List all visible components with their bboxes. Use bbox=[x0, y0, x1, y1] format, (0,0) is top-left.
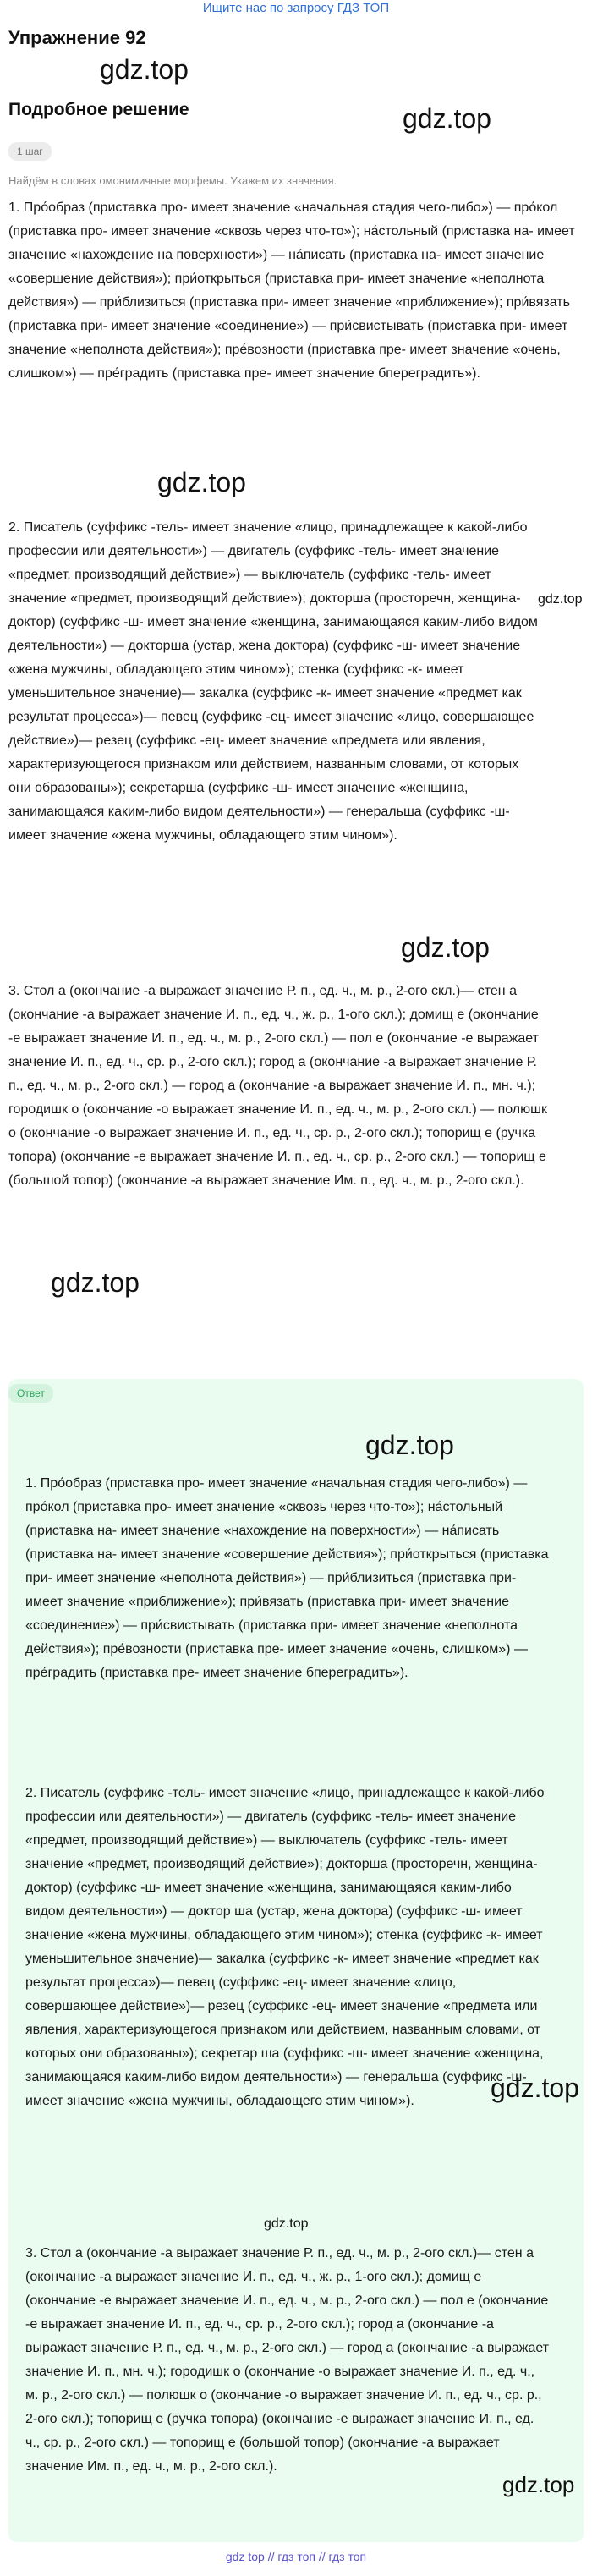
watermark: gdz.top bbox=[491, 2073, 579, 2103]
answer-paragraph-1: 1. Про́образ (приставка про- имеет значение «начальная стадия чего-либо») — про́кол (приставка про- имеет значение «сквозь через что-то»); на́стольный (приставка на- имеет значение «нахождение на поверхности») — на́писать (приставка на- имеет значение «совершение действия»); при́открыться (приставка при- имеет значение «неполнота действия») — при́близиться (приставка при- имеет значение «приближение»); при́вязать (приставка при- имеет значение «соединение») — при́свистывать (приставка при- имеет значение «неполнота действия»); пре́возности (приставка пре- имеет значение «очень, слишком») — пре́градить (приставка пре- имеет значение бпереградить»). bbox=[25, 1476, 549, 1680]
watermark: gdz.top bbox=[365, 1430, 454, 1460]
watermark: gdz.top bbox=[51, 1267, 140, 1298]
answer-badge: Ответ bbox=[8, 1384, 53, 1403]
section-title: Подробное решение bbox=[8, 100, 189, 119]
watermark: gdz.top bbox=[502, 2472, 575, 2497]
solution-paragraph-2: 2. Писатель (суффикс -тель- имеет значение «лицо, принадлежащее к какой-либо профессии или деятельности») — двигатель (суффикс -тель- имеет значение «предмет, производящий действие») — выключатель (суффикс -тель- имеет значение «предмет, производящий действие»); докторша (просторечн, женщина-доктор) (суффикс -ш- имеет значение «женщина, занимающаяся каким-либо видом деятельности») — докторша (устар, жена доктора) (суффикс -ш- имеет значение «жена мужчины, обладающего этим чином»); стенка (суффикс -к- имеет уменьшительное значение)— закалка (суффикс -к- имеет значение «предмет как результат процесса»)— певец (суффикс -ец- имеет значение «лицо, совершающее действие»)— резец (суффикс -ец- имеет значение «предмета или явления, характеризующегося признаком или действием, названным словами, от которых они образованы»); секретарша (суффикс -ш- имеет значение «женщина, занимающаяся каким-либо видом деятельности») — генеральша (суффикс -ш- имеет значение «жена мужчины, обладающего этим чином»). bbox=[8, 520, 538, 843]
solution-paragraph-1: 1. Про́образ (приставка про- имеет значение «начальная стадия чего-либо») — про́кол (приставка про- имеет значение «сквозь через что-то»); на́стольный (приставка на- имеет значение «нахождение на поверхности») — на́писать (приставка на- имеет значение «совершение действия»); при́открыться (приставка при- имеет значение «неполнота действия») — при́близиться (приставка при- имеет значение «приближение»); при́вязать (приставка при- имеет значение «соединение») — при́свистывать (приставка при- имеет значение «неполнота действия»); пре́возности (приставка пре- имеет значение «очень, слишком») — пре́градить (приставка пре- имеет значение бпереградить»). bbox=[8, 200, 575, 381]
watermark: gdz.top bbox=[538, 592, 583, 607]
intro-text: Найдём в словах омонимичные морфемы. Укажем их значения. bbox=[8, 174, 337, 187]
watermark: gdz.top bbox=[100, 54, 189, 85]
answer-paragraph-3: 3. Стол а (окончание -а выражает значение Р. п., ед. ч., м. р., 2-ого скл.)— стен а (окончание -а выражает значение И. п., ед. ч., ж. р., 1-ого скл.); домищ е (окончание -е выражает значение И. п., ед. ч., м. р., 2-ого скл.) — пол е (окончание -е выражает значение И. п., ед. ч., ср. р., 2-ого скл.); город а (окончание -а выражает значение Р. п., ед. ч., м. р., 2-ого скл.) — город а (окончание -а выражает значение И. п., мн. ч.); городишк о (окончание -о выражает значение И. п., ед. ч., м. р., 2-ого скл.) — полюшк о (окончание -о выражает значение И. п., ед. ч., ср. р., 2-ого скл.); топорищ е (ручка топора) (окончание -е выражает значение И. п., ед. ч., ср. р., 2-ого скл.) — топорищ е (большой топор) (окончание -а выражает значение Им. п., ед. ч., м. р., 2-ого скл.). bbox=[25, 2246, 550, 2474]
watermark: gdz.top bbox=[157, 467, 246, 497]
solution-paragraph-3: 3. Стол а (окончание -а выражает значение Р. п., ед. ч., м. р., 2-ого скл.)— стен а (окончание -а выражает значение И. п., ед. ч., ж. р., 1-ого скл.); домищ е (окончание -е выражает значение И. п., ед. ч., м. р., 2-ого скл.) — пол е (окончание -е выражает значение И. п., ед. ч., ср. р., 2-ого скл.); город а (окончание -а выражает значение Р. п., ед. ч., м. р., 2-ого скл.) — город а (окончание -а выражает значение И. п., мн. ч.); городишк о (окончание -о выражает значение И. п., ед. ч., м. р., 2-ого скл.) — полюшк о (окончание -о выражает значение И. п., ед. ч., ср. р., 2-ого скл.); топорищ е (ручка топора) (окончание -е выражает значение И. п., ед. ч., ср. р., 2-ого скл.) — топорищ е (большой топор) (окончание -а выражает значение Им. п., ед. ч., м. р., 2-ого скл.). bbox=[8, 984, 547, 1188]
footer-links[interactable]: gdz top // гдз топ // гдз топ bbox=[225, 2550, 367, 2563]
page-title: Упражнение 92 bbox=[8, 27, 146, 48]
watermark: gdz.top bbox=[264, 2216, 309, 2231]
search-hint-banner[interactable]: Ищите нас по запросу ГДЗ ТОП bbox=[202, 1, 390, 15]
watermark: gdz.top bbox=[403, 103, 491, 134]
step-badge: 1 шаг bbox=[8, 142, 52, 161]
answer-paragraph-2: 2. Писатель (суффикс -тель- имеет значение «лицо, принадлежащее к какой-либо профессии или деятельности») — двигатель (суффикс -тель- имеет значение «предмет, производящий действие») — выключатель (суффикс -тель- имеет значение «предмет, производящий действие»); докторша (просторечн, женщина-доктор) (суффикс -ш- имеет значение «женщина, занимающаяся каким-либо видом деятельности») — доктор ша (устар, жена доктора) (суффикс -ш- имеет значение «жена мужчины, обладающего этим чином»); стенка (суффикс -к- имеет уменьшительное значение)— закалка (суффикс -к- имеет значение «предмет как результат процесса»)— певец (суффикс -ец- имеет значение «лицо, совершающее действие»)— резец (суффикс -ец- имеет значение «предмета или явления, характеризующегося признаком или действием, названным словами, от которых они образованы»); секретар ша (суффикс -ш- имеет значение «женщина, занимающаяся каким-либо видом деятельности») — генеральша (суффикс -ш- имеет значение «жена мужчины, обладающего этим чином»). bbox=[25, 1786, 545, 2108]
watermark: gdz.top bbox=[401, 932, 490, 963]
